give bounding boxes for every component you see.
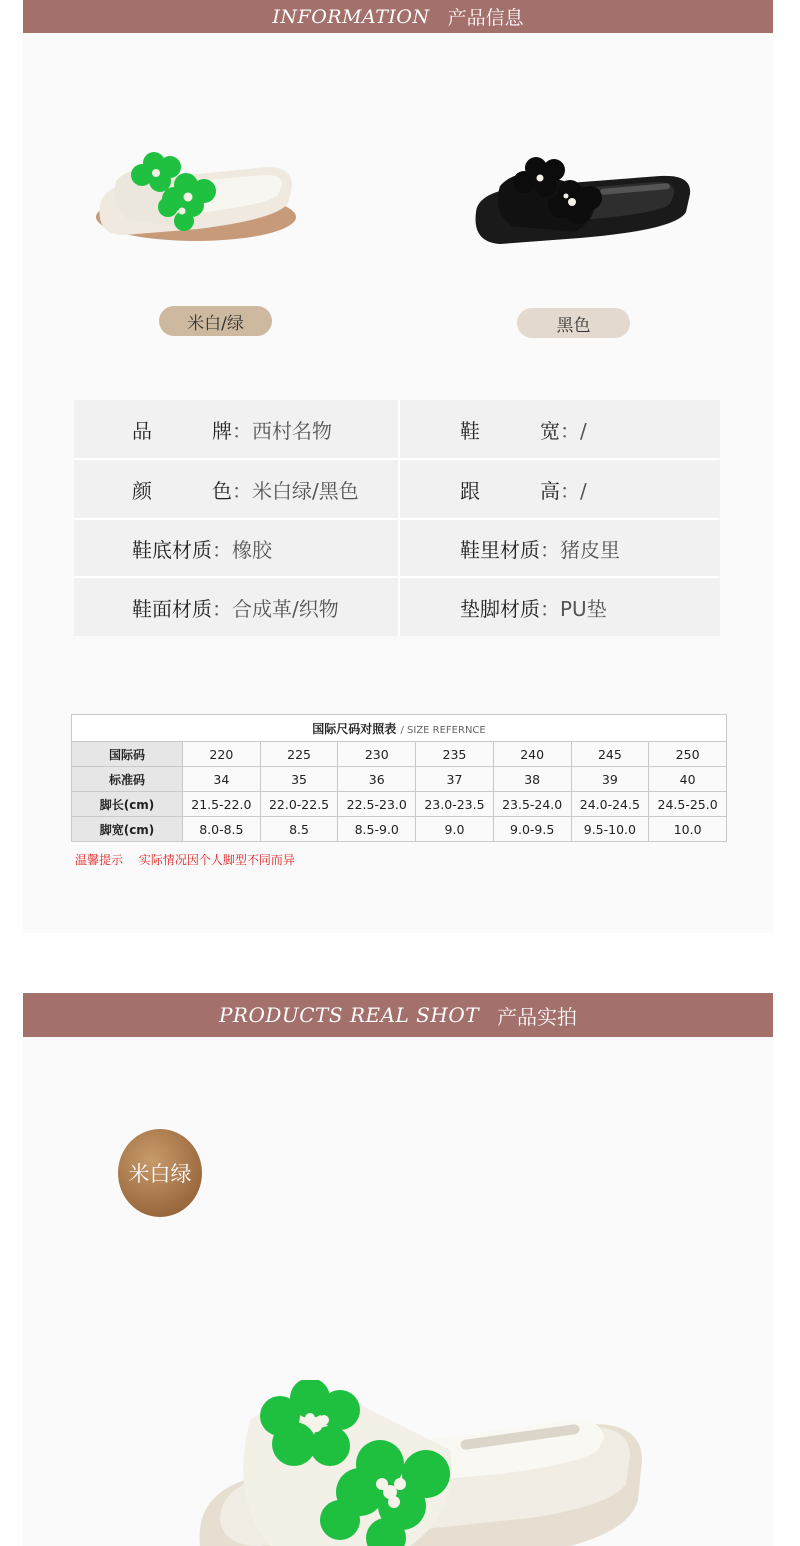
spec-lining: 鞋里材质 ：猪皮里 [400, 520, 720, 576]
spec-upper-label: 鞋面材质 [132, 596, 212, 621]
size-cell: 250 [649, 742, 727, 767]
real-shot-color-label: 米白绿 [128, 1162, 192, 1186]
size-cell: 22.5-23.0 [338, 792, 416, 817]
spec-color-value: 米白绿/黑色 [252, 478, 359, 503]
size-cell: 235 [416, 742, 494, 767]
size-warning-label: 温馨提示 [75, 853, 124, 867]
real-shot-header-zh: 产品实拍 [497, 1004, 578, 1029]
size-cell: 34 [183, 767, 261, 792]
size-row-foot-width [72, 817, 727, 842]
real-shot-header [23, 993, 773, 1037]
spec-heel-value: / [580, 478, 587, 503]
information-header [23, 0, 773, 33]
information-header-zh: 产品信息 [447, 7, 524, 29]
size-row-header: 脚宽(cm) [72, 817, 183, 842]
size-cell: 23.5-24.0 [493, 792, 571, 817]
spec-heel: 跟 高 ：/ [400, 460, 720, 518]
spec-insole: 垫脚材质 ：PU垫 [400, 578, 720, 636]
size-cell: 240 [493, 742, 571, 767]
size-cell: 38 [493, 767, 571, 792]
size-table-title: 国际尺码对照表 [312, 721, 397, 736]
spec-insole-value: PU垫 [560, 596, 607, 621]
size-cell: 8.0-8.5 [183, 817, 261, 842]
size-cell: 9.0 [416, 817, 494, 842]
spec-sole: 鞋底材质 ：橡胶 [74, 520, 398, 576]
size-warning [75, 851, 295, 868]
spec-width: 鞋 宽 ：/ [400, 400, 720, 458]
variant-pill-black[interactable] [517, 308, 630, 338]
real-shot-header-en: PRODUCTS REAL SHOT [218, 1003, 480, 1027]
size-cell: 225 [260, 742, 338, 767]
spec-color-label: 颜 色 [132, 478, 232, 503]
size-row-header: 国际码 [72, 742, 183, 767]
spec-upper: 鞋面材质 ：合成革/织物 [74, 578, 398, 636]
spec-brand: 品 牌 ：西村名物 [74, 400, 398, 458]
size-cell: 9.5-10.0 [571, 817, 649, 842]
spec-brand-value: 西村名物 [252, 418, 332, 443]
spec-lining-value: 猪皮里 [560, 537, 620, 562]
variant-label-cream-green: 米白/绿 [187, 313, 244, 334]
real-shot-slipper-image [190, 1380, 650, 1546]
size-cell: 8.5 [260, 817, 338, 842]
size-cell: 8.5-9.0 [338, 817, 416, 842]
size-cell: 22.0-22.5 [260, 792, 338, 817]
size-table [71, 714, 727, 842]
size-cell: 37 [416, 767, 494, 792]
size-cell: 39 [571, 767, 649, 792]
size-cell: 245 [571, 742, 649, 767]
size-warning-text: 实际情况因个人脚型不同而异 [138, 853, 295, 867]
size-row-header: 标准码 [72, 767, 183, 792]
spec-table [74, 400, 718, 636]
spec-insole-label: 垫脚材质 [460, 596, 540, 621]
spec-sole-label: 鞋底材质 [132, 537, 212, 562]
spec-brand-label: 品 牌 [132, 418, 232, 443]
spec-lining-label: 鞋里材质 [460, 537, 540, 562]
size-cell: 230 [338, 742, 416, 767]
spec-sole-value: 橡胶 [232, 537, 272, 562]
spec-upper-value: 合成革/织物 [232, 596, 339, 621]
real-shot-color-badge [118, 1129, 202, 1217]
spec-heel-label: 跟 高 [460, 478, 560, 503]
size-row-standard [72, 767, 727, 792]
spec-width-label: 鞋 宽 [460, 418, 560, 443]
size-cell: 36 [338, 767, 416, 792]
size-cell: 24.5-25.0 [649, 792, 727, 817]
size-cell: 23.0-23.5 [416, 792, 494, 817]
size-table-subtitle: / SIZE REFERNCE [400, 724, 486, 736]
size-cell: 9.0-9.5 [493, 817, 571, 842]
spec-color: 颜 色 ：米白绿/黑色 [74, 460, 398, 518]
size-row-international [72, 742, 727, 767]
size-cell: 24.0-24.5 [571, 792, 649, 817]
green-flower-slipper-image [88, 145, 298, 250]
size-cell: 21.5-22.0 [183, 792, 261, 817]
spec-width-value: / [580, 418, 587, 443]
black-flower-slipper-image [470, 150, 698, 250]
size-cell: 35 [260, 767, 338, 792]
variant-label-black: 黑色 [556, 315, 591, 336]
size-cell: 10.0 [649, 817, 727, 842]
size-cell: 40 [649, 767, 727, 792]
size-cell: 220 [183, 742, 261, 767]
size-table-title-row [72, 715, 727, 742]
information-header-en: INFORMATION [272, 5, 430, 28]
size-row-header: 脚长(cm) [72, 792, 183, 817]
variant-pill-cream-green[interactable] [159, 306, 272, 336]
size-row-foot-length [72, 792, 727, 817]
